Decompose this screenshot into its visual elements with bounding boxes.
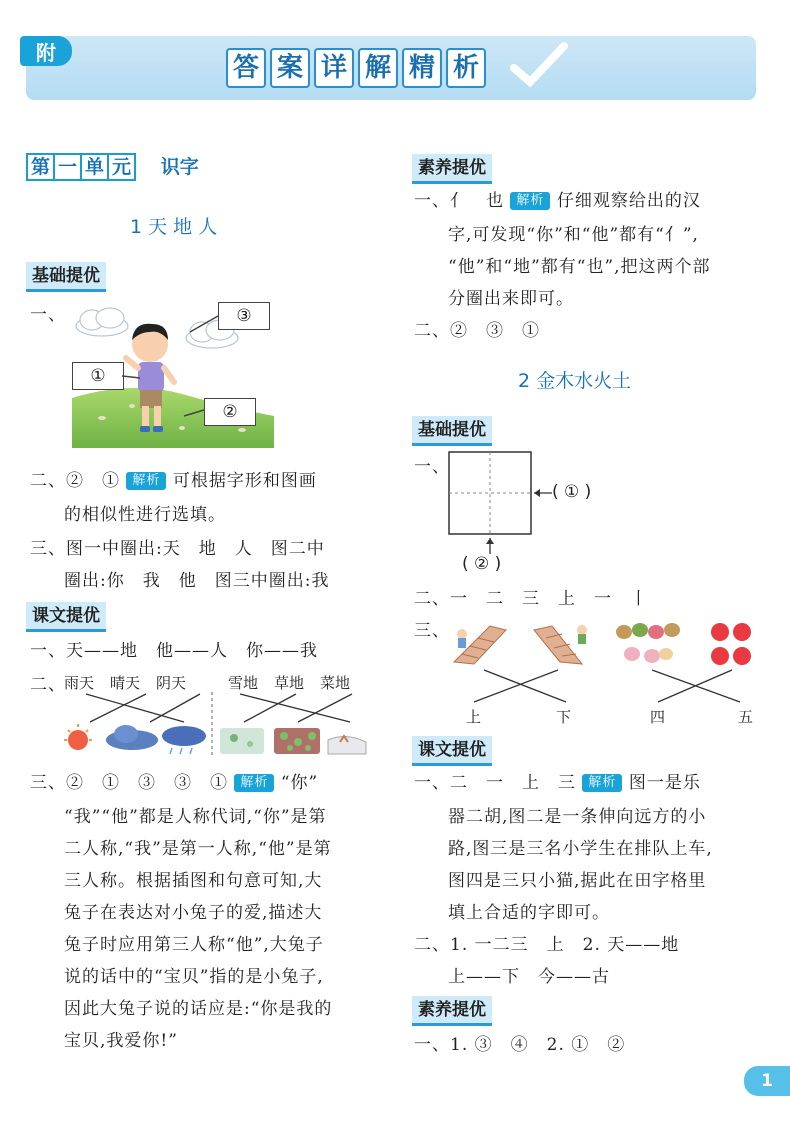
section-basic: 基础提优 (412, 416, 492, 446)
match-word: 上 (466, 708, 482, 726)
lesson-title: 1 天 地 人 (130, 216, 218, 238)
title-char: 解 (358, 48, 398, 88)
answer-s1: 一、亻 也 解析 仔细观察给出的汉 (414, 191, 701, 211)
section-suyang: 素养提优 (412, 996, 492, 1026)
unit-name: 识字 (160, 156, 199, 178)
answer-b2: 二、一 二 三 上 一 丨 (414, 589, 648, 609)
match-word: 下 (556, 708, 572, 726)
page-title (226, 48, 486, 88)
section-basic: 基础提优 (26, 262, 106, 292)
grid-right-label: ( ① ) (552, 482, 592, 502)
section-text: 课文提优 (26, 602, 106, 632)
appendix-badge: 附 (20, 36, 72, 66)
answer-q2: 二、② ① 解析 可根据字形和图画 (30, 471, 317, 491)
title-char: 精 (402, 48, 442, 88)
analysis-line: “我”“他”都是人称代词,“你”是第 (64, 807, 327, 827)
callout-pointers (62, 298, 274, 448)
analysis-tag: 解析 (510, 192, 550, 210)
answer-y1: 一、1. ③ ④ 2. ① ② (414, 1035, 626, 1055)
answer-q2-line2: 的相似性进行选填。 (64, 505, 226, 525)
analysis-line: 因此大兔子说的话应是:“你是我的 (64, 999, 333, 1019)
analysis-line: 图四是三只小猫,据此在田字格里 (448, 871, 707, 891)
matching-pictures (448, 620, 764, 716)
match-word: 五 (738, 708, 754, 726)
unit-heading: 第 一 单 元 识字 (26, 152, 199, 181)
question-number: 一、 (414, 457, 450, 477)
section-suyang: 素养提优 (412, 154, 492, 184)
analysis-tag: 解析 (582, 774, 622, 792)
question-number: 一、 (30, 305, 66, 325)
analysis-line: 字,可发现“你”和“他”都有“亻”, (448, 225, 699, 245)
analysis-line: 兔子在表达对小兔子的爱,描述大 (64, 903, 323, 923)
question-number: 二、 (30, 675, 66, 695)
grid-bottom-label: ( ② ) (462, 554, 502, 574)
title-char: 答 (226, 48, 266, 88)
analysis-line: 宝贝,我爱你!” (64, 1031, 178, 1051)
answer-t2-line1: 二、1. 一二三 上 2. 天——地 (414, 935, 680, 955)
analysis-line: 二人称,“我”是第一人称,“他”是第 (64, 839, 332, 859)
title-char: 析 (446, 48, 486, 88)
page-number: 1 (744, 1066, 790, 1096)
answer-t2-line2: 上——下 今——古 (448, 967, 610, 987)
answer-box-sky: ③ (218, 302, 270, 330)
match-word: 四 (650, 708, 666, 726)
analysis-line: 兔子时应用第三人称“他”,大兔子 (64, 935, 324, 955)
tian-grid-diagram (448, 450, 578, 570)
answer-t1: 一、二 一 上 三 解析 图一是乐 (414, 773, 701, 793)
title-char: 案 (270, 48, 310, 88)
analysis-tag: 解析 (234, 774, 274, 792)
answer-q3-line2: 圈出:你 我 他 图三中圈出:我 (64, 571, 330, 591)
k2-words-left: 雨天 晴天 阴天 (64, 674, 187, 692)
answer-k3: 三、② ① ③ ③ ① 解析 “你” (30, 773, 319, 793)
analysis-line: 分圈出来即可。 (448, 289, 574, 309)
k2-words-right: 雪地 草地 菜地 (228, 674, 351, 692)
answer-k1: 一、天——地 他——人 你——我 (30, 641, 318, 661)
analysis-tag: 解析 (126, 472, 166, 490)
answer-box-ground: ② (204, 398, 256, 426)
answer-box-person: ① (72, 362, 124, 390)
question-number: 三、 (414, 621, 450, 641)
analysis-line: 说的话中的“宝贝”指的是小兔子, (64, 967, 324, 987)
checkmark-icon (508, 40, 568, 90)
section-text: 课文提优 (412, 736, 492, 766)
weather-matching-diagram (60, 692, 372, 758)
analysis-line: 三人称。根据插图和句意可知,大 (64, 871, 323, 891)
answer-q3-line1: 三、图一中圈出:天 地 人 图二中 (30, 539, 325, 559)
analysis-line: 填上合适的字即可。 (448, 903, 610, 923)
analysis-line: 路,图三是三名小学生在排队上车, (448, 839, 713, 859)
lesson-title: 2 金木水火土 (518, 370, 632, 392)
analysis-line: “他”和“地”都有“也”,把这两个部 (448, 257, 711, 277)
title-char: 详 (314, 48, 354, 88)
answer-s2: 二、② ③ ① (414, 321, 540, 341)
analysis-line: 器二胡,图二是一条伸向远方的小 (448, 807, 707, 827)
